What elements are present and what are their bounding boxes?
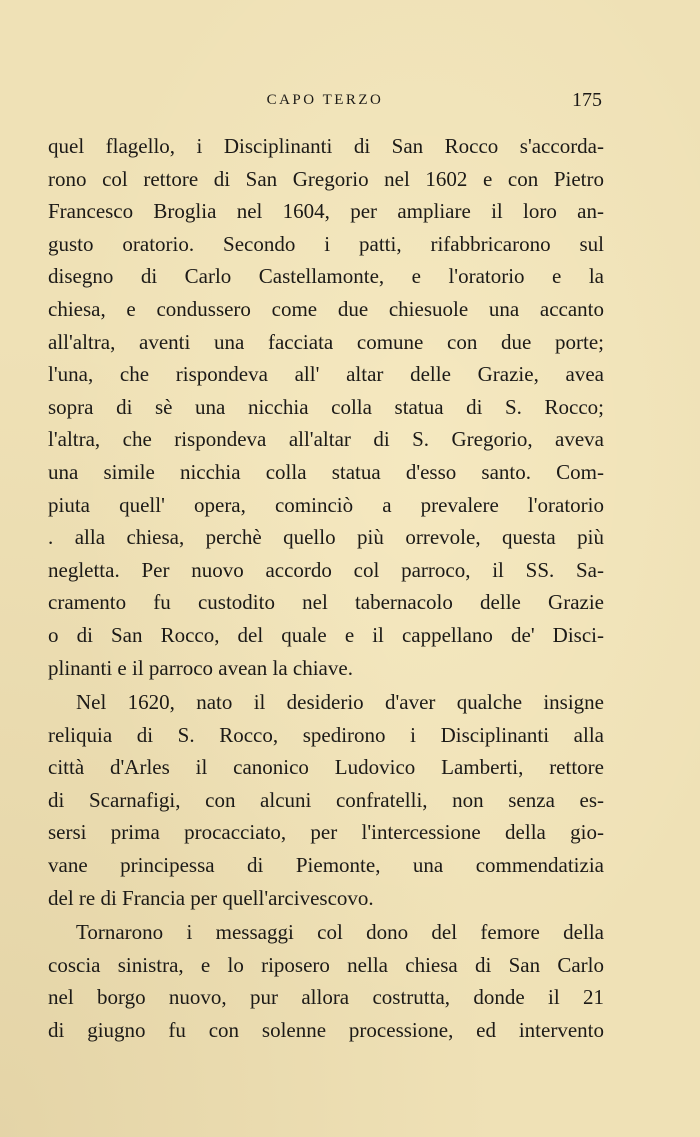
text-line: Tornarono i messaggi col dono del femore della [76, 920, 604, 945]
text-line: negletta. Per nuovo accordo col parroco, il SS. Sa- [48, 557, 604, 582]
text-line: coscia sinistra, e lo riposero nella chiesa di San Carlo [48, 952, 604, 977]
text-line: del re di Francia per quell'arcivescovo. [48, 885, 374, 910]
text-line: disegno di Carlo Castellamonte, e l'oratorio e la [48, 264, 604, 289]
text-line: sopra di sè una nicchia colla statua di S. Rocco; [48, 394, 604, 419]
text-line: rono col rettore di San Gregorio nel 1602 e con Pietro [48, 166, 604, 191]
text-line: di Scarnafigi, con alcuni confratelli, non senza es- [48, 787, 604, 812]
text-line: plinanti e il parroco avean la chiave. [48, 655, 353, 680]
running-head [48, 89, 602, 118]
paragraph [48, 916, 604, 1046]
text-line: o di San Rocco, del quale e il cappellano de' Disci- [48, 622, 604, 647]
text-line: chiesa, e condussero come due chiesuole una accanto [48, 296, 604, 321]
text-line: una simile nicchia colla statua d'esso santo. Com- [48, 459, 604, 484]
text-line: reliquia di S. Rocco, spedirono i Disciplinanti alla [48, 722, 604, 747]
page-number: 175 [572, 89, 602, 111]
text-line: piuta quell' opera, cominciò a prevalere l'oratorio [48, 492, 604, 517]
text-line: . alla chiesa, perchè quello più orrevole, questa più [48, 525, 604, 550]
text-line: gusto oratorio. Secondo i patti, rifabbricarono sul [48, 231, 604, 256]
text-line: nel borgo nuovo, pur allora costrutta, donde il 21 [48, 985, 604, 1010]
text-line: quel flagello, i Disciplinanti di San Rocco s'accorda- [48, 134, 604, 158]
text-line: Nel 1620, nato il desiderio d'aver qualche insigne [76, 690, 604, 715]
text-line: di giugno fu con solenne processione, ed intervento [48, 1018, 604, 1043]
text-line: sersi prima procacciato, per l'intercessione della gio- [48, 820, 604, 845]
text-line: l'una, che rispondeva all' altar delle Grazie, avea [48, 362, 604, 387]
text-line: vane principessa di Piemonte, una commendatizia [48, 853, 604, 878]
text-line: all'altra, aventi una facciata comune con due porte; [48, 329, 604, 354]
text-line: città d'Arles il canonico Ludovico Lamberti, rettore [48, 755, 604, 780]
paragraph [48, 686, 604, 914]
text-line: cramento fu custodito nel tabernacolo delle Grazie [48, 590, 604, 615]
text-line: l'altra, che rispondeva all'altar di S. Gregorio, aveva [48, 427, 604, 452]
running-title: CAPO TERZO [266, 92, 384, 108]
paragraph [48, 130, 604, 684]
body-text [48, 130, 604, 1047]
text-line: Francesco Broglia nel 1604, per ampliare il loro an- [48, 199, 604, 224]
